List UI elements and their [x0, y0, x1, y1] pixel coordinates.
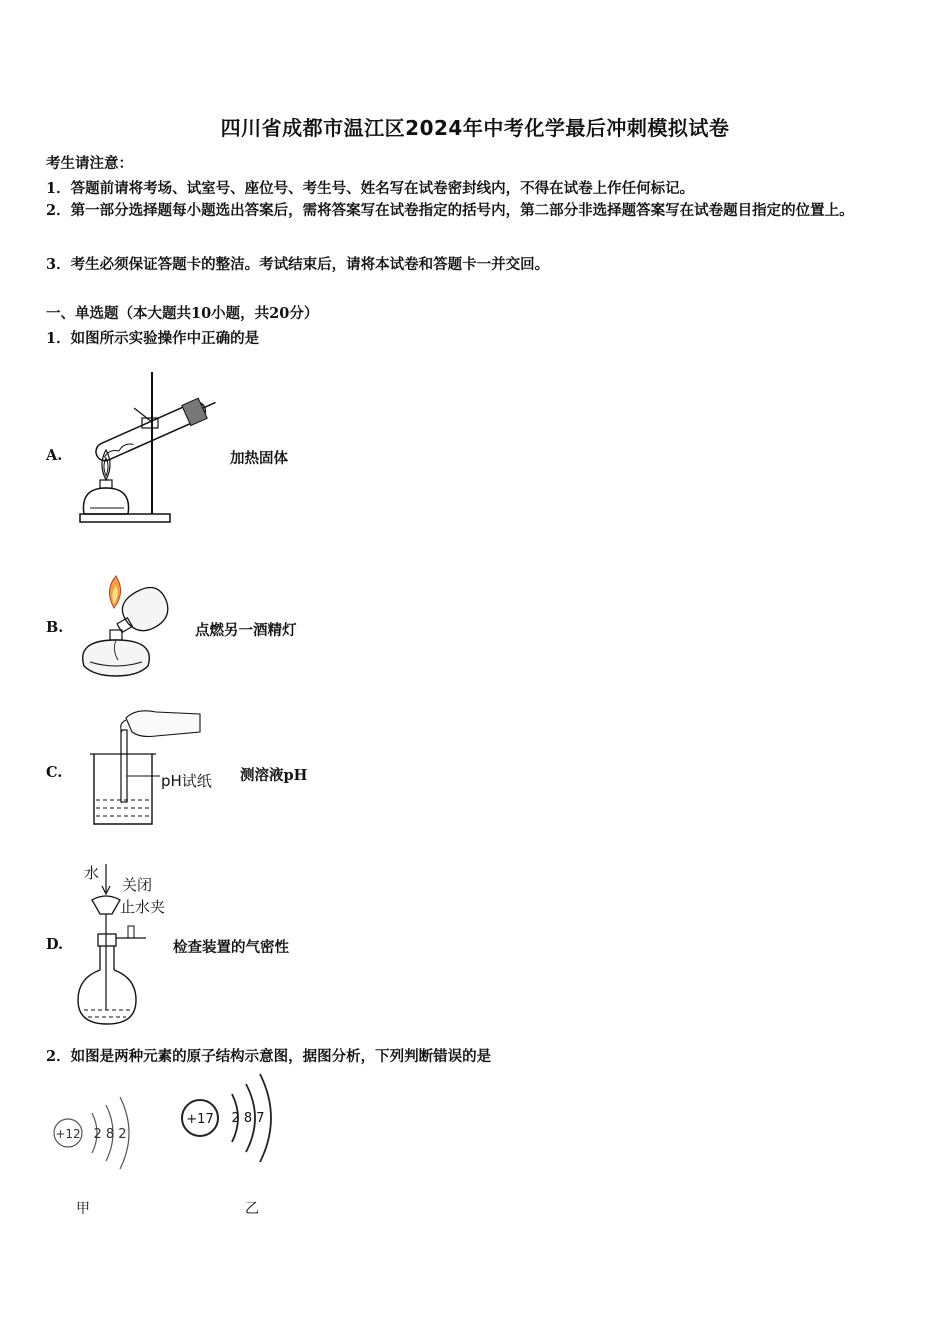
notice-heading: 考生请注意： — [46, 155, 133, 172]
question-1-stem: 1．如图所示实验操作中正确的是 — [46, 330, 260, 347]
atom-a-label: 甲 — [76, 1201, 90, 1217]
section-heading: 一、单选题（本大题共10小题，共20分） — [46, 305, 319, 322]
lighting-lamp-figure — [76, 574, 180, 682]
option-d-letter: D. — [46, 936, 64, 953]
close-label: 关闭 — [122, 876, 153, 894]
atom-b-label: 乙 — [245, 1201, 259, 1217]
atom-b-diagram — [176, 1072, 280, 1172]
option-a-letter: A. — [46, 447, 63, 464]
option-a-text: 加热固体 — [230, 450, 288, 467]
airtightness-figure — [76, 860, 180, 1026]
option-b-text: 点燃另一酒精灯 — [195, 622, 297, 639]
ph-test-figure — [86, 706, 226, 830]
page-title: 四川省成都市温江区2024年中考化学最后冲刺模拟试卷 — [220, 116, 730, 140]
option-c-letter: C. — [46, 764, 63, 781]
option-c-text: 测溶液pH — [240, 767, 308, 784]
heating-solid-figure — [72, 368, 222, 530]
atom-a-shells: 2 8 2 — [93, 1127, 127, 1142]
notice-item-2: 2．第一部分选择题每小题选出答案后，需将答案写在试卷指定的括号内，第二部分非选择题答案写在试卷题目指定的位置上。 — [46, 202, 854, 219]
water-label: 水 — [84, 864, 100, 882]
atom-b-nucleus: +17 — [186, 1112, 214, 1127]
question-2-stem: 2．如图是两种元素的原子结构示意图，据图分析，下列判断错误的是 — [46, 1048, 492, 1065]
notice-item-3: 3．考生必须保证答题卡的整洁。考试结束后，请将本试卷和答题卡一并交回。 — [46, 256, 550, 273]
atom-a-nucleus: +12 — [55, 1127, 81, 1141]
atom-a-diagram — [50, 1088, 140, 1178]
option-b-letter: B. — [46, 619, 64, 636]
atom-b-shells: 2 8 7 — [231, 1111, 265, 1126]
clamp-label: 止水夹 — [120, 898, 166, 916]
ph-paper-label: pH试纸 — [161, 772, 212, 790]
notice-item-1: 1．答题前请将考场、试室号、座位号、考生号、姓名写在试卷密封线内，不得在试卷上作任何标记。 — [46, 180, 695, 197]
option-d-text: 检查装置的气密性 — [173, 939, 289, 956]
